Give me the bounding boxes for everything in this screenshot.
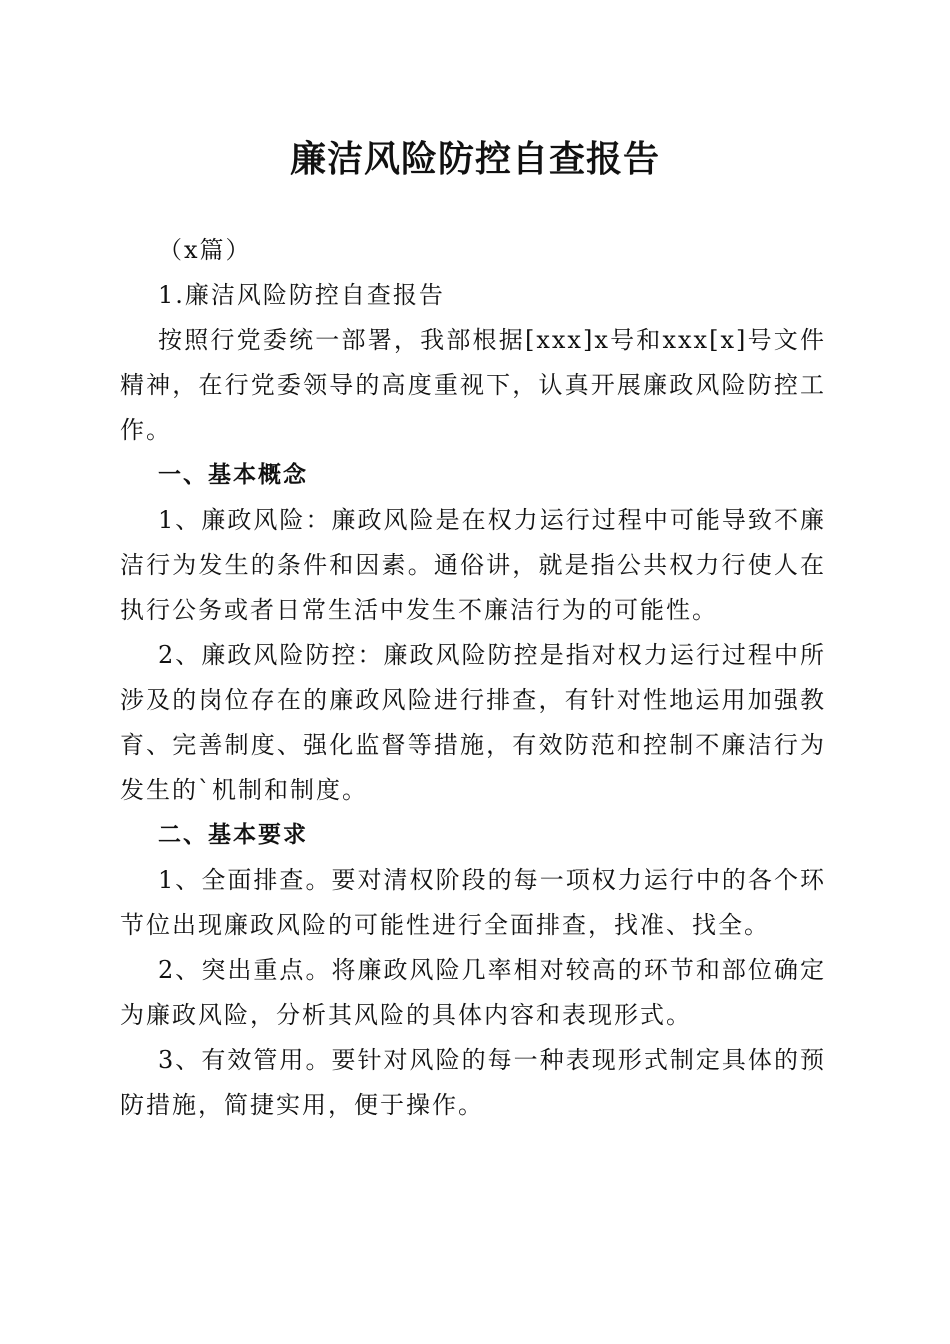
- subtitle: （x篇）: [158, 236, 252, 264]
- document-body: [120, 228, 826, 1128]
- section-heading-basic-requirements: 二、基本要求: [158, 822, 308, 848]
- paragraph: 1、廉政风险：廉政风险是在权力运行过程中可能导致不廉洁行为发生的条件和因素。通俗讲，就是指公共权力行使人在执行公务或者日常生活中发生不廉洁行为的可能性。: [120, 506, 826, 624]
- section-heading-basic-concepts: 一、基本概念: [158, 462, 308, 488]
- paragraph: 2、突出重点。将廉政风险几率相对较高的环节和部位确定为廉政风险，分析其风险的具体内容和表现形式。: [120, 956, 826, 1029]
- item-title: 1.廉洁风险防控自查报告: [158, 281, 445, 309]
- paragraph: 1、全面排查。要对清权阶段的每一项权力运行中的各个环节位出现廉政风险的可能性进行全面排查，找准、找全。: [120, 866, 826, 939]
- document-title: 廉洁风险防控自查报告: [289, 138, 660, 180]
- paragraph: 3、有效管用。要针对风险的每一种表现形式制定具体的预防措施，简捷实用，便于操作。: [120, 1046, 826, 1119]
- paragraph: 2、廉政风险防控：廉政风险防控是指对权力运行过程中所涉及的岗位存在的廉政风险进行排查，有针对性地运用加强教育、完善制度、强化监督等措施，有效防范和控制不廉洁行为发生的`机制和制度。: [120, 641, 826, 804]
- intro-paragraph: 按照行党委统一部署，我部根据[xxx]x号和xxx[x]号文件精神，在行党委领导的高度重视下，认真开展廉政风险防控工作。: [120, 326, 826, 444]
